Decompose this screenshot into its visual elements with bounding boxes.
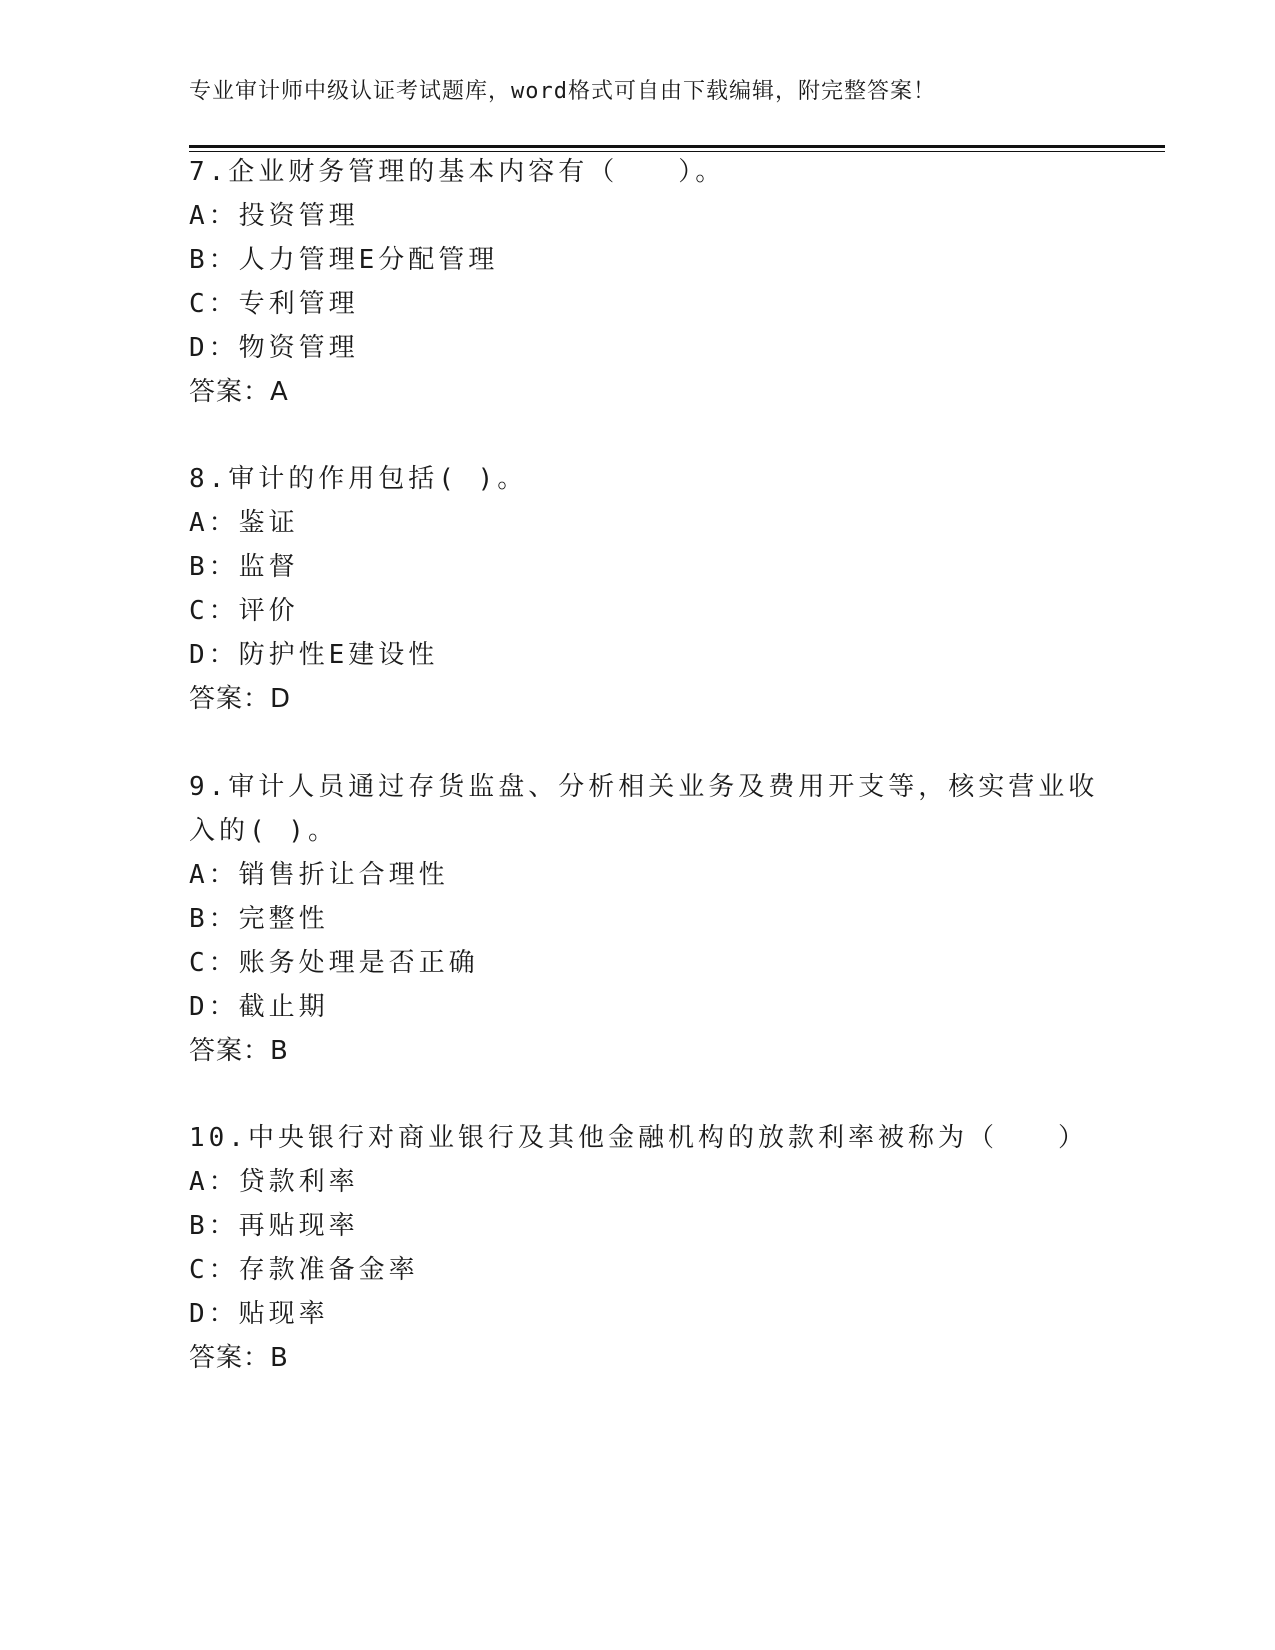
option-c: C：存款准备金率	[189, 1255, 419, 1285]
option-d: D：防护性E建设性	[189, 640, 439, 670]
option-b: B：监督	[189, 552, 299, 582]
question-stem: 8.审计的作用包括( )。	[189, 464, 528, 494]
option-b: B：完整性	[189, 904, 329, 934]
answer-label: 答案：D	[189, 684, 292, 714]
question-stem-line-1: 9.审计人员通过存货监盘、分析相关业务及费用开支等，核实营业收	[189, 772, 1099, 802]
option-c: C：专利管理	[189, 289, 359, 319]
answer-label: 答案：A	[189, 377, 289, 407]
option-d: D：截止期	[189, 992, 329, 1022]
option-c: C：评价	[189, 596, 299, 626]
option-d: D：物资管理	[189, 333, 359, 363]
question-stem-line-2: 入的( )。	[189, 816, 338, 846]
question-stem: 7.企业财务管理的基本内容有（ ）。	[189, 157, 726, 187]
option-b: B：再贴现率	[189, 1211, 359, 1241]
option-a: A：销售折让合理性	[189, 860, 449, 890]
answer-label: 答案：B	[189, 1343, 289, 1373]
header-divider-thin	[189, 151, 1165, 152]
option-a: A：投资管理	[189, 201, 359, 231]
option-d: D：贴现率	[189, 1299, 329, 1329]
header-divider-thick	[189, 145, 1165, 148]
option-a: A：贷款利率	[189, 1167, 359, 1197]
option-a: A：鉴证	[189, 508, 299, 538]
option-c: C：账务处理是否正确	[189, 948, 479, 978]
answer-label: 答案：B	[189, 1036, 289, 1066]
question-stem: 10.中央银行对商业银行及其他金融机构的放款利率被称为（ ）	[189, 1123, 1088, 1153]
header-text: 专业审计师中级认证考试题库，word格式可自由下载编辑，附完整答案！	[189, 79, 936, 104]
option-b: B：人力管理E分配管理	[189, 245, 499, 275]
